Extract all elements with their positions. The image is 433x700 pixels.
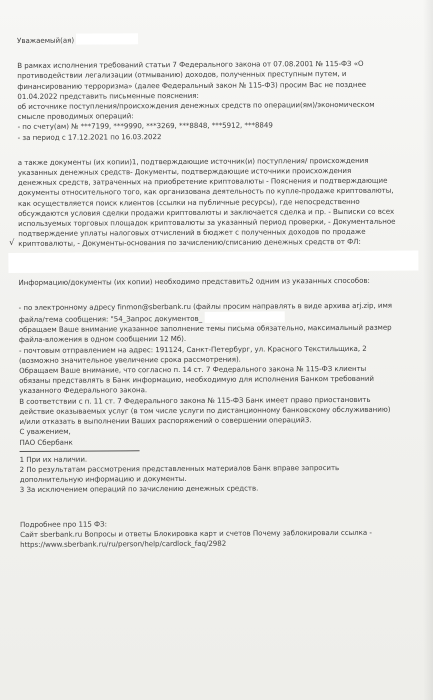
footnote: дополнительную информацию и документы. [19, 474, 187, 485]
intro-line: 01.04.2022 представить письменные пояснения: [17, 90, 199, 101]
intro-line: В рамках исполнения требований статьи 7 Федерального закона от 07.08.2001 № 115-ФЗ «О [17, 59, 364, 71]
submission-line: файла-вложения в одном сообщении 12 Мб). [18, 334, 187, 345]
subject-text: файла/тема сообщения: "54_Запрос документов_ [18, 313, 203, 325]
page-shadow [423, 0, 433, 700]
more-info-url: https://www.sberbank.ru/ru/person/help/cardlock_faq/2982 [20, 538, 227, 549]
letter-body [9, 32, 422, 551]
footnote: 1 При их наличии. [19, 454, 88, 464]
documents-line: как осуществляется поиск клиентов (ссылки на публичные ресурсы), где непосредственно [18, 196, 360, 208]
documents-last-text: криптовалюты, - Документы-основания по зачислению/списанию денежных средств от ФЛ: [18, 237, 361, 249]
redacted-subject [204, 311, 284, 322]
more-info-link-text: Сайт sberbank.ru Вопросы и ответы Блокировка карт и счетов Почему заблокировали ссылка - [20, 527, 372, 539]
notice-line: Обращаем Ваше внимание, что согласно п. 14 ст. 7 Федерального закона № 115-ФЗ клиенты [19, 363, 367, 376]
regards-line: С уважением, [19, 426, 71, 437]
signature-line: ПАО Сбербанк [19, 437, 73, 447]
more-info [20, 517, 422, 550]
submission-line: (возможно значительное увеличение срока рассмотрения). [18, 354, 241, 365]
redacted-name [76, 33, 138, 44]
documents-line: обсуждаются условия сделки продажи криптовалюты и заключается сделка и пр. - Выписки со всех [18, 206, 395, 218]
documents-line: денежных средств, затраченных на приобретение криптовалюты - Пояснения и подтверждающие [17, 175, 388, 188]
intro-line: противодействии легализации (отмыванию) доходов, полученных преступным путем, и [17, 69, 347, 81]
rights-line: В соответствии с п. 11 ст. 7 Федерального закона № 115-ФЗ Банк имеет право приостановить [19, 394, 371, 406]
rights-line: и/или отказать в выполнении Ваших распоряжений о совершении операций3. [19, 415, 312, 427]
rights-line: действие оказываемых услуг (в том числе услуги по дистанционному банковскому обслуживанию) [19, 404, 391, 416]
more-info-title: Подробнее про 115 ФЗ: [19, 518, 107, 529]
submission-methods [19, 300, 422, 447]
footnote: 2 По результатам рассмотрения представленных материалов Банк вправе запросить [19, 462, 340, 474]
notice-line: обязаны представлять в Банк информацию, необходимую для исполнения Банком требований [19, 374, 374, 386]
intro-paragraph [17, 59, 419, 143]
documents-line: подтверждение уплаты налоговых отчислений в бюджет с полученных доходов по продаже [18, 227, 366, 239]
greeting-text: Уважаемый(ая) [17, 35, 75, 45]
postal-line: - почтовым отправлением на адрес: 191124, Санкт-Петербург, ул. Красного Текстильщика, 2 [18, 343, 367, 355]
documents-line: а также документы (их копии)1, подтверждающие источник(и) поступления/ происхождения [17, 155, 369, 167]
footnotes [20, 452, 422, 495]
intro-line: об источнике поступления/происхождения денежных средств по операции(ям)/экономическом [17, 99, 375, 112]
documents-line: указанных денежных средств- Документы, подтверждающие источники происхождения [17, 165, 352, 178]
submission-line: обращаем Ваше внимание указанное заполнение темы письма обязательно, максимальный размер [18, 322, 392, 335]
account-numbers-line: - по счету(ам) № ***7199, ***9990, ***3269, ***8848, ***5912, ***8849 [17, 120, 273, 132]
documents-paragraph [9, 155, 421, 249]
redacted-block [8, 250, 418, 273]
notice-line: указанного Федерального закона. [19, 385, 148, 396]
documents-line: документы относительного того, как организована деятельность по купле-продаже криптовалюты, [17, 186, 394, 198]
footnote-divider [20, 450, 140, 452]
intro-line: смысле проводимых операций: [17, 111, 134, 122]
documents-line: используемых торговых площадок криптовалюты за указанный период проверки, - Документальное [18, 216, 396, 229]
checkmark-icon: √ [9, 238, 15, 248]
period-line: - за период с 17.12.2021 по 16.03.2022 [17, 131, 162, 142]
intro-line: финансированию терроризма» (далее Федеральный закон № 115-ФЗ) просим Вас не позднее [17, 79, 367, 91]
info-text: Информацию/документы (их копии) необходимо представить2 одним из указанных способов: [18, 275, 370, 287]
email-line: - по электронному адресу finmon@sberbank.ru (файлы просим направлять в виде архива arj.zip, имя [18, 300, 393, 312]
redacted-block-area [18, 247, 420, 277]
footnote: 3 За исключением операций по зачислению денежных средств. [19, 483, 259, 495]
